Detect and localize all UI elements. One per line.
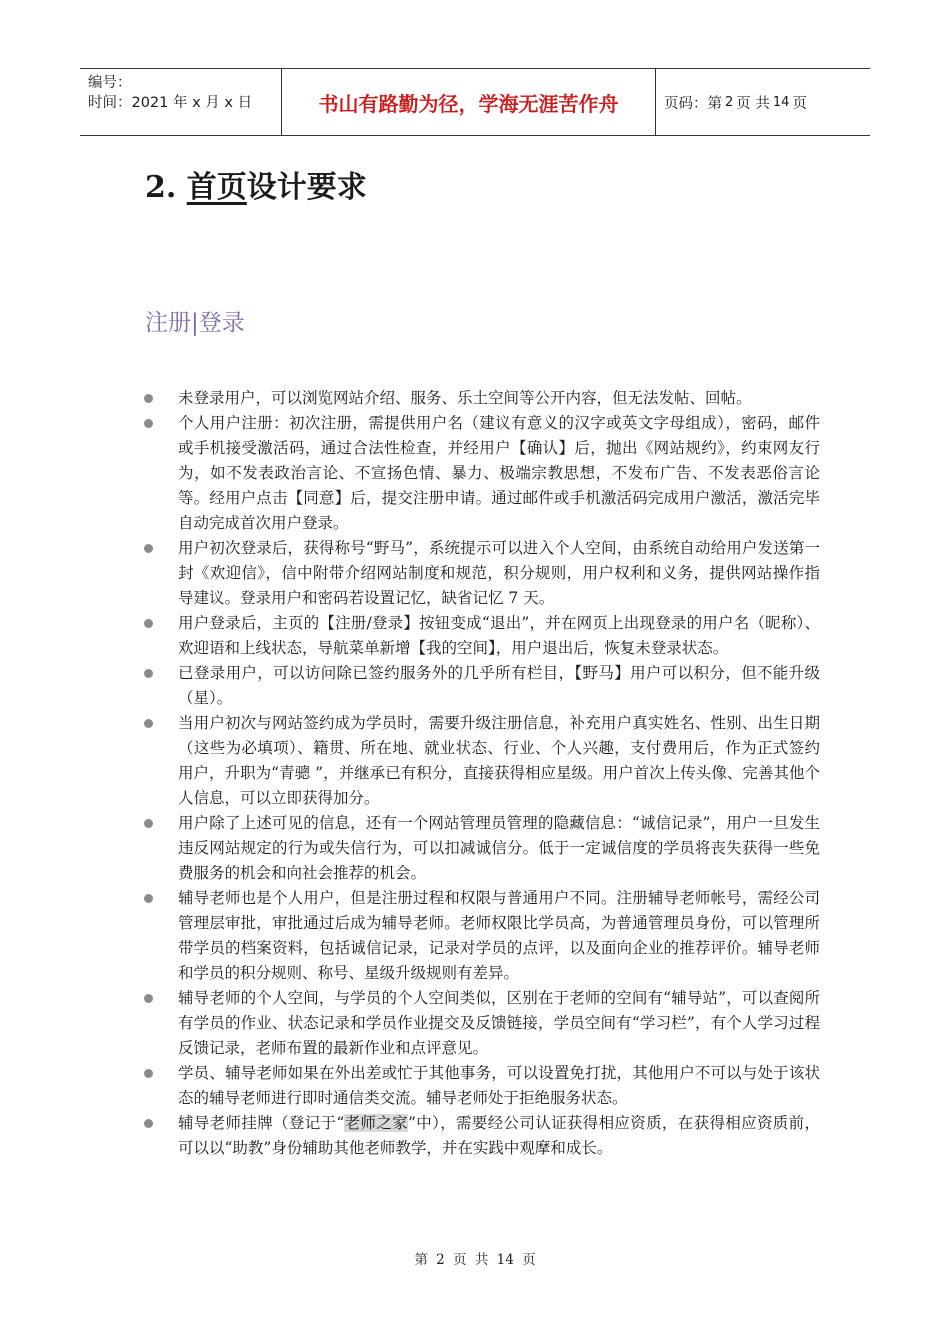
bullet-dot-icon xyxy=(144,1069,153,1078)
header-page-number xyxy=(656,69,870,135)
page-title xyxy=(145,162,367,206)
title-underlined: 首页 xyxy=(186,170,247,205)
list-item xyxy=(140,986,820,1061)
page-mid: 页 共 xyxy=(736,95,770,112)
list-item xyxy=(140,1111,820,1161)
highlighted-text: 老师之家 xyxy=(344,1114,409,1132)
section-heading: 注册|登录 xyxy=(145,310,245,336)
page-current: 2 xyxy=(725,94,734,110)
list-item xyxy=(140,1061,820,1111)
list-item-text: 个人用户注册：初次注册，需提供用户名（建议有意义的汉字或英文字母组成），密码，邮件或手机接受激活码，通过合法性检查，并经用户【确认】后，抛出《网站规约》，约束网友行为，如不发表政治言论、不宣扬色情、暴力、极端宗教思想，不发布广告、不发表恶俗言论等。经用户点击【同意】后，提交注册申请。通过邮件或手机激活码完成用户激活，激活完毕自动完成首次用户登录。 xyxy=(178,414,820,532)
header-motto xyxy=(282,69,656,135)
bullet-dot-icon xyxy=(144,544,153,553)
bullet-dot-icon xyxy=(144,719,153,728)
list-item xyxy=(140,886,820,986)
doc-code-label: 编号： xyxy=(88,75,132,91)
list-item xyxy=(140,536,820,611)
list-item-text: 辅导老师也是个人用户，但是注册过程和权限与普通用户不同。注册辅导老师帐号，需经公司管理层审批，审批通过后成为辅导老师。老师权限比学员高，为普通管理员身份，可以管理所带学员的档案资料，包括诚信记录，记录对学员的点评，以及面向企业的推荐评价。辅导老师和学员的积分规则、称号、星级升级规则有差异。 xyxy=(178,889,820,982)
page-prefix: 页码：第 xyxy=(664,95,722,112)
list-item xyxy=(140,811,820,886)
list-item-text: 未登录用户，可以浏览网站介绍、服务、乐土空间等公开内容，但无法发帖、回帖。 xyxy=(178,389,752,407)
list-item xyxy=(140,611,820,661)
bullet-list xyxy=(140,386,820,1161)
title-rest: 设计要求 xyxy=(246,170,367,205)
list-item-text: 辅导老师的个人空间，与学员的个人空间类似，区别在于老师的空间有“辅导站”，可以查阅所有学员的作业、状态记录和学员作业提交及反馈链接，学员空间有“学习栏”，有个人学习过程反馈记录，老师布置的最新作业和点评意见。 xyxy=(178,989,820,1057)
bullet-dot-icon xyxy=(144,894,153,903)
list-item-text: 学员、辅导老师如果在外出差或忙于其他事务，可以设置免打扰，其他用户不可以与处于该状态的辅导老师进行即时通信类交流。辅导老师处于拒绝服务状态。 xyxy=(178,1064,820,1107)
bullet-dot-icon xyxy=(144,619,153,628)
list-item-text: 用户除了上述可见的信息，还有一个网站管理员管理的隐藏信息：“诚信记录”，用户一旦发生违反网站规定的行为或失信行为，可以扣减诚信分。低于一定诚信度的学员将丧失获得一些免费服务的机会和向社会推荐的机会。 xyxy=(178,814,820,882)
bullet-dot-icon xyxy=(144,994,153,1003)
bullet-dot-icon xyxy=(144,819,153,828)
header-meta xyxy=(80,69,282,135)
list-item xyxy=(140,711,820,811)
list-item-text: 已登录用户，可以访问除已签约服务外的几乎所有栏目，【野马】用户可以积分，但不能升级（星）。 xyxy=(178,664,820,707)
list-item xyxy=(140,661,820,711)
motto-text: 书山有路勤为径，学海无涯苦作舟 xyxy=(318,91,619,116)
page-footer: 第 2 页 共 14 页 xyxy=(414,1252,536,1268)
list-item-text-after: ”中），需要经公司认证获得相应资质，在获得相应资质前，可以以“助教”身份辅助其他老师教学，并在实践中观摩和成长。 xyxy=(178,1114,820,1157)
list-item-text-before: 辅导老师挂牌（登记于“ xyxy=(178,1114,345,1132)
bullet-dot-icon xyxy=(144,669,153,678)
list-item xyxy=(140,386,820,411)
title-number: 2. xyxy=(145,170,177,205)
list-item-text: 用户初次登录后，获得称号“野马”，系统提示可以进入个人空间，由系统自动给用户发送第一封《欢迎信》，信中附带介绍网站制度和规范，积分规则，用户权利和义务，提供网站操作指导建议。登录用户和密码若设置记忆，缺省记忆 7 天。 xyxy=(178,539,820,607)
bullet-dot-icon xyxy=(144,394,153,403)
list-item xyxy=(140,411,820,536)
list-item-text: 用户登录后，主页的【注册/登录】按钮变成“退出”，并在网页上出现登录的用户名（昵称）、欢迎语和上线状态，导航菜单新增【我的空间】，用户退出后，恢复未登录状态。 xyxy=(178,614,820,657)
list-item-text: 当用户初次与网站签约成为学员时，需要升级注册信息，补充用户真实姓名、性别、出生日期（这些为必填项）、籍贯、所在地、就业状态、行业、个人兴趣，支付费用后，作为正式签约用户，升职为“青骢 ”，并继承已有积分，直接获得相应星级。用户首次上传头像、完善其他个人信息，可以立即获得加分。 xyxy=(178,714,820,807)
doc-date: 时间：2021 年 x 月 x 日 xyxy=(88,95,253,111)
bullet-dot-icon xyxy=(144,419,153,428)
bullet-dot-icon xyxy=(144,1119,153,1128)
page-total: 14 xyxy=(772,94,790,110)
page-header xyxy=(80,68,870,136)
page-suffix: 页 xyxy=(792,95,807,112)
